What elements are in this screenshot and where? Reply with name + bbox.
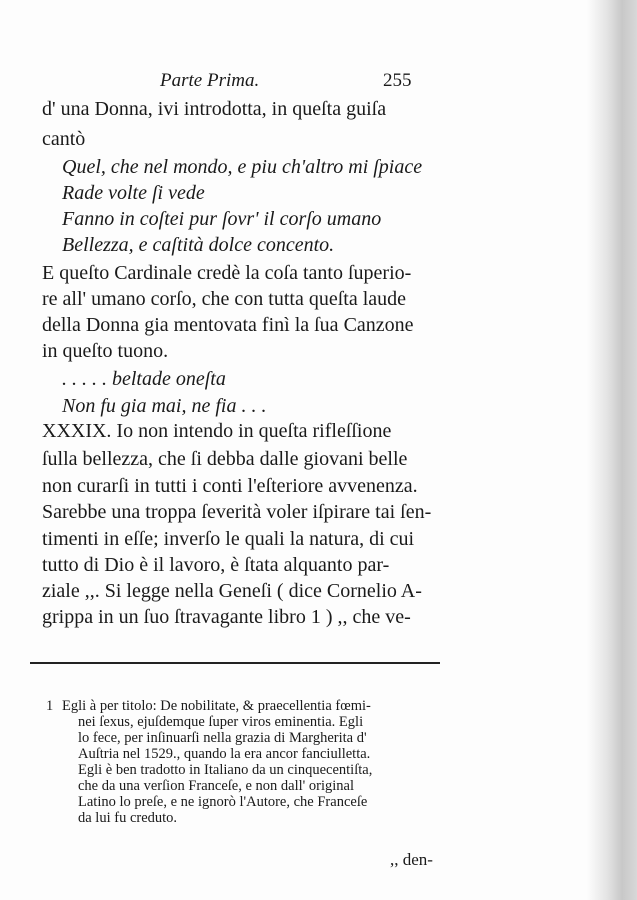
text-line: tutto di Dio è il lavoro, è ſtata alquanto par- [42, 554, 390, 576]
footnote-line: nei ſexus, ejuſdemque ſuper viros eminentia. Egli [78, 714, 364, 730]
text-line: Quel, che nel mondo, e piu ch'altro mi ſpiace [62, 156, 423, 178]
text-line: Rade volte ſi vede [62, 182, 205, 204]
footnote-line: Egli è ben tradotto in Italiano da un cinquecentiſta, [78, 762, 373, 778]
text-line: ſulla bellezza, che ſi debba dalle giovani belle [42, 448, 408, 470]
text-line: non curarſi in tutti i conti l'eſteriore avvenenza. [42, 475, 418, 497]
text-line: Bellezza, e caſtità dolce concento. [62, 234, 335, 256]
footnote-line: Egli à per titolo: De nobilitate, & praecellentia fœmi- [62, 698, 371, 714]
text-line: d' una Donna, ivi introdotta, in queſta guiſa [42, 98, 387, 120]
text-line: grippa in un ſuo ſtravagante libro 1 ) ,, che ve- [42, 606, 411, 628]
text-line: in queſto tuono. [42, 340, 169, 362]
footnote-line: da lui fu creduto. [78, 810, 178, 826]
running-title: Parte Prima. [160, 70, 260, 91]
text-line: Non fu gia mai, ne fia . . . [62, 395, 267, 417]
text-line: Fanno in coſtei pur ſovr' il corſo umano [62, 208, 382, 230]
text-line: re all' umano corſo, che con tutta queſta laude [42, 288, 407, 310]
text-line: . . . . . beltade oneſta [62, 368, 226, 390]
text-line: della Donna gia mentovata finì la ſua Canzone [42, 314, 414, 336]
footnote-line: Latino lo preſe, e ne ignorò l'Autore, che Franceſe [78, 794, 368, 810]
footnote-rule [30, 662, 440, 664]
text-line: E queſto Cardinale credè la coſa tanto ſuperio- [42, 262, 412, 284]
text-line: XXXIX. Io non intendo in queſta rifleſſione [42, 420, 392, 442]
footnote-line: che da una verſion Franceſe, e non dall' original [78, 778, 354, 794]
text-line: Sarebbe una troppa ſeverità voler iſpirare tai ſen- [42, 501, 432, 523]
footnote-line: Auſtria nel 1529., quando la era ancor fanciulletta. [78, 746, 371, 762]
text-line: cantò [42, 128, 86, 150]
text-line: timenti in eſſe; inverſo le quali la natura, di cui [42, 528, 415, 550]
text-line: ziale ,,. Si legge nella Geneſi ( dice Cornelio A- [42, 580, 422, 602]
scan-edge-shadow [587, 0, 637, 900]
catchword: ,, den- [390, 850, 433, 869]
page-number: 255 [383, 70, 412, 91]
footnote-line: lo fece, per inſinuarſi nella grazia di Margherita d' [78, 730, 367, 746]
footnote-marker: 1 [46, 698, 54, 714]
